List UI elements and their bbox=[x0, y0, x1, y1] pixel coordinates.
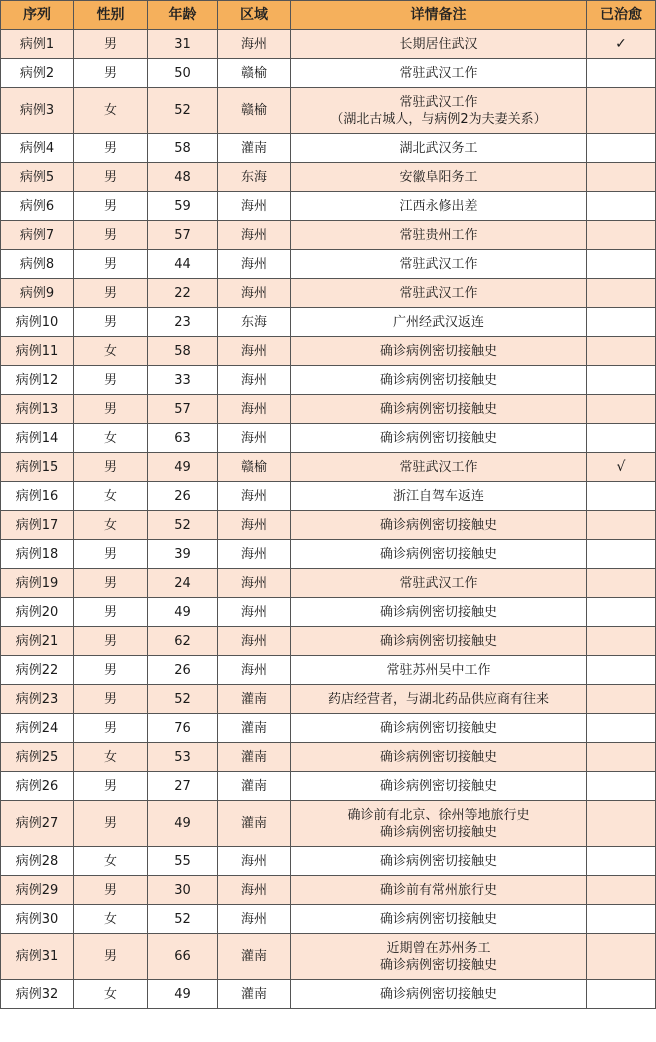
cured-cell bbox=[587, 714, 656, 743]
case-id-cell: 病例1 bbox=[1, 30, 74, 59]
note-line: 确诊病例密切接触史 bbox=[379, 749, 497, 765]
sex-cell: 男 bbox=[74, 59, 148, 88]
case-id-cell: 病例21 bbox=[1, 627, 74, 656]
table-row bbox=[1, 366, 656, 395]
sex-cell: 男 bbox=[74, 934, 148, 980]
age-cell: 49 bbox=[148, 801, 218, 847]
checkmark-icon: √ bbox=[616, 458, 626, 475]
note-cell bbox=[291, 934, 587, 980]
sex-cell: 男 bbox=[74, 569, 148, 598]
note-cell bbox=[291, 569, 587, 598]
note-line: 湖北武汉务工 bbox=[399, 140, 478, 156]
note-line: 确诊病例密切接触史 bbox=[379, 824, 497, 840]
cured-cell bbox=[587, 569, 656, 598]
sex-cell: 男 bbox=[74, 366, 148, 395]
region-cell: 海州 bbox=[218, 540, 291, 569]
case-id-cell: 病例13 bbox=[1, 395, 74, 424]
region-cell: 灌南 bbox=[218, 934, 291, 980]
table-body bbox=[1, 30, 656, 1009]
cured-cell bbox=[587, 424, 656, 453]
case-id-cell: 病例4 bbox=[1, 134, 74, 163]
note-cell bbox=[291, 221, 587, 250]
region-cell: 赣榆 bbox=[218, 59, 291, 88]
note-line: 常驻武汉工作 bbox=[399, 575, 478, 591]
note-cell bbox=[291, 482, 587, 511]
note-line: 确诊病例密切接触史 bbox=[379, 986, 497, 1002]
cured-cell bbox=[587, 250, 656, 279]
table-row bbox=[1, 980, 656, 1009]
note-cell bbox=[291, 424, 587, 453]
sex-cell: 男 bbox=[74, 685, 148, 714]
header-row bbox=[1, 1, 656, 30]
note-line: 常驻贵州工作 bbox=[399, 227, 478, 243]
table-row bbox=[1, 250, 656, 279]
sex-cell: 女 bbox=[74, 88, 148, 134]
age-cell: 24 bbox=[148, 569, 218, 598]
cured-cell bbox=[587, 598, 656, 627]
cured-cell bbox=[587, 366, 656, 395]
region-cell: 海州 bbox=[218, 337, 291, 366]
note-cell bbox=[291, 511, 587, 540]
age-cell: 58 bbox=[148, 337, 218, 366]
sex-cell: 女 bbox=[74, 511, 148, 540]
note-cell bbox=[291, 192, 587, 221]
case-id-cell: 病例6 bbox=[1, 192, 74, 221]
table-row bbox=[1, 424, 656, 453]
note-cell bbox=[291, 453, 587, 482]
cured-cell bbox=[587, 88, 656, 134]
region-cell: 海州 bbox=[218, 656, 291, 685]
note-line: 广州经武汉返连 bbox=[392, 314, 484, 330]
table-row bbox=[1, 569, 656, 598]
header-age: 年龄 bbox=[148, 1, 218, 30]
table-row bbox=[1, 656, 656, 685]
table-row bbox=[1, 540, 656, 569]
region-cell: 赣榆 bbox=[218, 88, 291, 134]
note-line: 确诊病例密切接触史 bbox=[379, 778, 497, 794]
cured-cell bbox=[587, 453, 656, 482]
table-row bbox=[1, 30, 656, 59]
note-line: 近期曾在苏州务工 bbox=[386, 940, 491, 956]
table-row bbox=[1, 714, 656, 743]
age-cell: 48 bbox=[148, 163, 218, 192]
note-cell bbox=[291, 366, 587, 395]
checkmark-icon: ✓ bbox=[615, 35, 627, 52]
case-id-cell: 病例15 bbox=[1, 453, 74, 482]
cured-cell bbox=[587, 337, 656, 366]
sex-cell: 男 bbox=[74, 598, 148, 627]
case-id-cell: 病例24 bbox=[1, 714, 74, 743]
age-cell: 26 bbox=[148, 482, 218, 511]
case-id-cell: 病例3 bbox=[1, 88, 74, 134]
region-cell: 海州 bbox=[218, 905, 291, 934]
note-cell bbox=[291, 250, 587, 279]
table-row bbox=[1, 511, 656, 540]
region-cell: 灌南 bbox=[218, 772, 291, 801]
region-cell: 海州 bbox=[218, 424, 291, 453]
sex-cell: 男 bbox=[74, 250, 148, 279]
note-cell bbox=[291, 627, 587, 656]
age-cell: 27 bbox=[148, 772, 218, 801]
sex-cell: 女 bbox=[74, 482, 148, 511]
case-id-cell: 病例17 bbox=[1, 511, 74, 540]
note-cell bbox=[291, 395, 587, 424]
sex-cell: 女 bbox=[74, 905, 148, 934]
case-id-cell: 病例14 bbox=[1, 424, 74, 453]
cured-cell bbox=[587, 801, 656, 847]
note-line: 确诊病例密切接触史 bbox=[379, 720, 497, 736]
case-id-cell: 病例7 bbox=[1, 221, 74, 250]
region-cell: 东海 bbox=[218, 308, 291, 337]
table-row bbox=[1, 847, 656, 876]
note-line: 常驻苏州吴中工作 bbox=[386, 662, 491, 678]
region-cell: 海州 bbox=[218, 598, 291, 627]
note-line: 确诊病例密切接触史 bbox=[379, 401, 497, 417]
note-cell bbox=[291, 308, 587, 337]
age-cell: 50 bbox=[148, 59, 218, 88]
note-line: 确诊前有常州旅行史 bbox=[379, 882, 497, 898]
case-id-cell: 病例9 bbox=[1, 279, 74, 308]
age-cell: 55 bbox=[148, 847, 218, 876]
note-cell bbox=[291, 30, 587, 59]
region-cell: 灌南 bbox=[218, 134, 291, 163]
table-row bbox=[1, 934, 656, 980]
age-cell: 53 bbox=[148, 743, 218, 772]
note-cell bbox=[291, 163, 587, 192]
cured-cell bbox=[587, 772, 656, 801]
note-line: 确诊病例密切接触史 bbox=[379, 517, 497, 533]
cured-cell bbox=[587, 482, 656, 511]
note-line: 长期居住武汉 bbox=[399, 36, 478, 52]
header-id: 序列 bbox=[1, 1, 74, 30]
sex-cell: 男 bbox=[74, 627, 148, 656]
case-id-cell: 病例18 bbox=[1, 540, 74, 569]
cured-cell bbox=[587, 934, 656, 980]
note-line: 确诊病例密切接触史 bbox=[379, 911, 497, 927]
note-line: 确诊病例密切接触史 bbox=[379, 957, 497, 973]
age-cell: 31 bbox=[148, 30, 218, 59]
note-cell bbox=[291, 847, 587, 876]
table-row bbox=[1, 163, 656, 192]
table-row bbox=[1, 395, 656, 424]
note-cell bbox=[291, 540, 587, 569]
note-line: 确诊病例密切接触史 bbox=[379, 853, 497, 869]
sex-cell: 男 bbox=[74, 134, 148, 163]
cured-cell bbox=[587, 279, 656, 308]
table-row bbox=[1, 772, 656, 801]
age-cell: 52 bbox=[148, 905, 218, 934]
sex-cell: 男 bbox=[74, 876, 148, 905]
header-region: 区域 bbox=[218, 1, 291, 30]
sex-cell: 男 bbox=[74, 453, 148, 482]
sex-cell: 女 bbox=[74, 424, 148, 453]
case-id-cell: 病例22 bbox=[1, 656, 74, 685]
age-cell: 23 bbox=[148, 308, 218, 337]
case-id-cell: 病例27 bbox=[1, 801, 74, 847]
region-cell: 灌南 bbox=[218, 980, 291, 1009]
case-id-cell: 病例32 bbox=[1, 980, 74, 1009]
note-cell bbox=[291, 714, 587, 743]
table-row bbox=[1, 685, 656, 714]
cured-cell bbox=[587, 980, 656, 1009]
age-cell: 49 bbox=[148, 598, 218, 627]
region-cell: 海州 bbox=[218, 395, 291, 424]
note-cell bbox=[291, 656, 587, 685]
note-cell bbox=[291, 801, 587, 847]
sex-cell: 女 bbox=[74, 743, 148, 772]
age-cell: 49 bbox=[148, 980, 218, 1009]
age-cell: 44 bbox=[148, 250, 218, 279]
age-cell: 52 bbox=[148, 511, 218, 540]
case-id-cell: 病例2 bbox=[1, 59, 74, 88]
cured-cell bbox=[587, 847, 656, 876]
region-cell: 灌南 bbox=[218, 685, 291, 714]
region-cell: 海州 bbox=[218, 482, 291, 511]
table-row bbox=[1, 876, 656, 905]
cured-cell bbox=[587, 540, 656, 569]
note-line: 常驻武汉工作 bbox=[399, 256, 478, 272]
cured-cell bbox=[587, 221, 656, 250]
sex-cell: 男 bbox=[74, 192, 148, 221]
note-line: 确诊病例密切接触史 bbox=[379, 546, 497, 562]
sex-cell: 男 bbox=[74, 714, 148, 743]
region-cell: 海州 bbox=[218, 221, 291, 250]
cured-cell bbox=[587, 511, 656, 540]
table-row bbox=[1, 482, 656, 511]
sex-cell: 男 bbox=[74, 221, 148, 250]
region-cell: 海州 bbox=[218, 847, 291, 876]
region-cell: 海州 bbox=[218, 192, 291, 221]
age-cell: 30 bbox=[148, 876, 218, 905]
table-row bbox=[1, 337, 656, 366]
case-id-cell: 病例28 bbox=[1, 847, 74, 876]
age-cell: 52 bbox=[148, 88, 218, 134]
note-cell bbox=[291, 772, 587, 801]
case-id-cell: 病例16 bbox=[1, 482, 74, 511]
sex-cell: 女 bbox=[74, 980, 148, 1009]
note-line: 药店经营者，与湖北药品供应商有往来 bbox=[327, 691, 549, 707]
case-id-cell: 病例10 bbox=[1, 308, 74, 337]
age-cell: 62 bbox=[148, 627, 218, 656]
age-cell: 58 bbox=[148, 134, 218, 163]
cured-cell bbox=[587, 685, 656, 714]
note-line: 确诊病例密切接触史 bbox=[379, 430, 497, 446]
age-cell: 63 bbox=[148, 424, 218, 453]
region-cell: 海州 bbox=[218, 876, 291, 905]
header-sex: 性别 bbox=[74, 1, 148, 30]
table-row bbox=[1, 88, 656, 134]
note-cell bbox=[291, 88, 587, 134]
cured-cell bbox=[587, 743, 656, 772]
region-cell: 灌南 bbox=[218, 714, 291, 743]
note-line: （湖北古城人，与病例2为夫妻关系） bbox=[330, 111, 547, 127]
age-cell: 57 bbox=[148, 221, 218, 250]
note-cell bbox=[291, 337, 587, 366]
case-id-cell: 病例23 bbox=[1, 685, 74, 714]
region-cell: 海州 bbox=[218, 250, 291, 279]
age-cell: 66 bbox=[148, 934, 218, 980]
cured-cell bbox=[587, 656, 656, 685]
sex-cell: 女 bbox=[74, 337, 148, 366]
note-line: 浙江自驾车返连 bbox=[392, 488, 484, 504]
case-id-cell: 病例8 bbox=[1, 250, 74, 279]
age-cell: 59 bbox=[148, 192, 218, 221]
note-cell bbox=[291, 685, 587, 714]
case-id-cell: 病例20 bbox=[1, 598, 74, 627]
table-row bbox=[1, 453, 656, 482]
sex-cell: 女 bbox=[74, 847, 148, 876]
cured-cell bbox=[587, 163, 656, 192]
note-line: 确诊病例密切接触史 bbox=[379, 372, 497, 388]
cured-cell bbox=[587, 134, 656, 163]
region-cell: 海州 bbox=[218, 279, 291, 308]
region-cell: 灌南 bbox=[218, 743, 291, 772]
table-row bbox=[1, 905, 656, 934]
age-cell: 76 bbox=[148, 714, 218, 743]
cured-cell bbox=[587, 308, 656, 337]
cured-cell bbox=[587, 876, 656, 905]
header-note: 详情备注 bbox=[291, 1, 587, 30]
note-cell bbox=[291, 876, 587, 905]
region-cell: 赣榆 bbox=[218, 453, 291, 482]
cured-cell bbox=[587, 395, 656, 424]
cured-cell bbox=[587, 627, 656, 656]
note-line: 常驻武汉工作 bbox=[399, 65, 478, 81]
note-cell bbox=[291, 980, 587, 1009]
note-line: 确诊前有北京、徐州等地旅行史 bbox=[347, 807, 530, 823]
header-cured: 已治愈 bbox=[587, 1, 656, 30]
table-row bbox=[1, 598, 656, 627]
note-cell bbox=[291, 134, 587, 163]
region-cell: 海州 bbox=[218, 627, 291, 656]
note-line: 确诊病例密切接触史 bbox=[379, 604, 497, 620]
case-id-cell: 病例25 bbox=[1, 743, 74, 772]
note-line: 常驻武汉工作 bbox=[399, 285, 478, 301]
region-cell: 海州 bbox=[218, 30, 291, 59]
note-line: 安徽阜阳务工 bbox=[399, 169, 478, 185]
age-cell: 33 bbox=[148, 366, 218, 395]
sex-cell: 男 bbox=[74, 395, 148, 424]
note-line: 确诊病例密切接触史 bbox=[379, 633, 497, 649]
sex-cell: 男 bbox=[74, 30, 148, 59]
case-id-cell: 病例30 bbox=[1, 905, 74, 934]
note-cell bbox=[291, 279, 587, 308]
note-line: 确诊病例密切接触史 bbox=[379, 343, 497, 359]
note-line: 常驻武汉工作 bbox=[399, 459, 478, 475]
cured-cell bbox=[587, 59, 656, 88]
note-cell bbox=[291, 59, 587, 88]
case-id-cell: 病例5 bbox=[1, 163, 74, 192]
note-cell bbox=[291, 598, 587, 627]
sex-cell: 男 bbox=[74, 279, 148, 308]
region-cell: 海州 bbox=[218, 569, 291, 598]
case-id-cell: 病例12 bbox=[1, 366, 74, 395]
sex-cell: 男 bbox=[74, 772, 148, 801]
note-line: 江西永修出差 bbox=[399, 198, 478, 214]
age-cell: 52 bbox=[148, 685, 218, 714]
case-id-cell: 病例31 bbox=[1, 934, 74, 980]
age-cell: 49 bbox=[148, 453, 218, 482]
note-cell bbox=[291, 905, 587, 934]
note-cell bbox=[291, 743, 587, 772]
cured-cell bbox=[587, 192, 656, 221]
sex-cell: 男 bbox=[74, 163, 148, 192]
region-cell: 灌南 bbox=[218, 801, 291, 847]
age-cell: 26 bbox=[148, 656, 218, 685]
sex-cell: 男 bbox=[74, 801, 148, 847]
region-cell: 海州 bbox=[218, 511, 291, 540]
age-cell: 22 bbox=[148, 279, 218, 308]
table-row bbox=[1, 59, 656, 88]
case-id-cell: 病例26 bbox=[1, 772, 74, 801]
sex-cell: 男 bbox=[74, 308, 148, 337]
table-row bbox=[1, 627, 656, 656]
case-id-cell: 病例11 bbox=[1, 337, 74, 366]
table-row bbox=[1, 801, 656, 847]
note-line: 常驻武汉工作 bbox=[399, 94, 478, 110]
region-cell: 东海 bbox=[218, 163, 291, 192]
sex-cell: 男 bbox=[74, 540, 148, 569]
table-row bbox=[1, 192, 656, 221]
table-row bbox=[1, 743, 656, 772]
cured-cell bbox=[587, 30, 656, 59]
age-cell: 57 bbox=[148, 395, 218, 424]
table-row bbox=[1, 221, 656, 250]
sex-cell: 男 bbox=[74, 656, 148, 685]
table-row bbox=[1, 308, 656, 337]
table-row bbox=[1, 279, 656, 308]
table-row bbox=[1, 134, 656, 163]
cured-cell bbox=[587, 905, 656, 934]
age-cell: 39 bbox=[148, 540, 218, 569]
case-id-cell: 病例19 bbox=[1, 569, 74, 598]
region-cell: 海州 bbox=[218, 366, 291, 395]
case-id-cell: 病例29 bbox=[1, 876, 74, 905]
